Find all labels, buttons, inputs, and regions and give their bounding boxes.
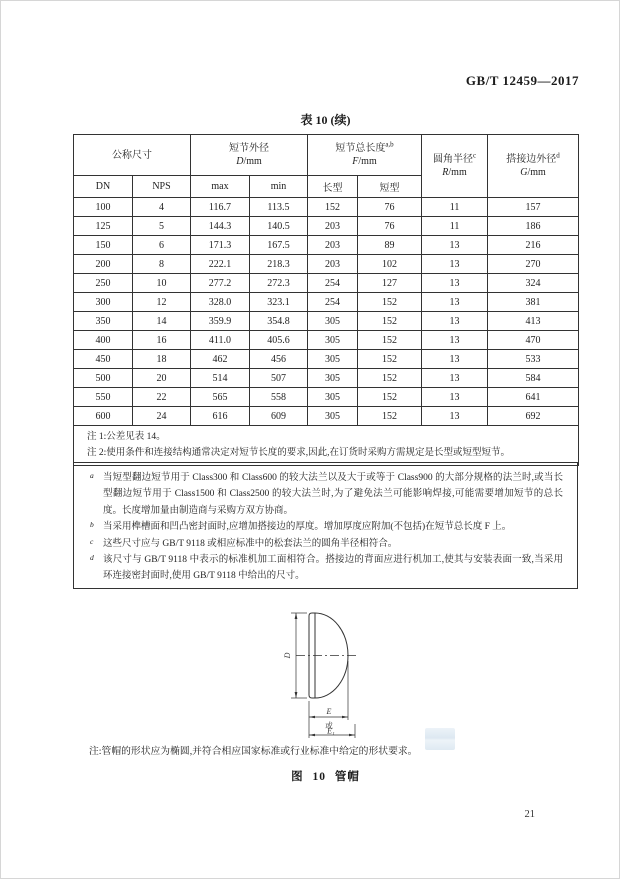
table-cell: 500 [74,369,133,388]
footnote-text: 该尺寸与 GB/T 9118 中表示的标准机加工面相符合。搭接边的背面应进行机加工,使其与安装表面一致,当采用环连接密封面时,使用 GB/T 9118 中给出的尺寸。 [103,555,563,582]
table-cell: 89 [358,236,422,255]
table-cell: 13 [422,407,488,426]
subheader-min: min [250,176,308,198]
header-len-symbol: F [352,156,359,167]
dim-label-or: 或 [325,721,333,730]
table-cell: 150 [74,236,133,255]
table-cell: 533 [488,350,579,369]
table-cell: 152 [358,293,422,312]
scan-artifact [425,728,455,750]
table-cell: 13 [422,388,488,407]
table-row [74,331,579,350]
table-cell: 13 [422,350,488,369]
table-cell: 12 [133,293,191,312]
subheader-long-type: 长型 [308,176,358,198]
table-row [74,236,579,255]
table-cell: 18 [133,350,191,369]
table-cell: 13 [422,369,488,388]
subheader-max: max [191,176,250,198]
table-row [74,217,579,236]
footnote-marker: a [90,471,94,480]
figure-note: 注:管帽的形状应为椭圆,并符合相应国家标准或行业标准中给定的形状要求。 [89,746,418,757]
standard-code: GB/T 12459—2017 [465,73,579,88]
table-cell: 76 [358,198,422,217]
header-radius-unit: /mm [448,167,467,178]
footnote-item [84,470,563,519]
table-cell: 200 [74,255,133,274]
table-cell: 272.3 [250,274,308,293]
table-notes-row [74,426,579,466]
table-cell: 152 [358,350,422,369]
table-row [74,388,579,407]
table-caption: 表 10 (续) [300,113,351,127]
table-row [74,255,579,274]
table-cell: 4 [133,198,191,217]
table-cell: 16 [133,331,191,350]
table-cell: 550 [74,388,133,407]
footnote-item [84,519,563,535]
table-cell: 450 [74,350,133,369]
table-cell: 354.8 [250,312,308,331]
header-outer-diameter [191,135,308,176]
table-cell: 381 [488,293,579,312]
header-radius-symbol: R [442,167,449,178]
table-cell: 100 [74,198,133,217]
table-cell: 584 [488,369,579,388]
table-cell: 203 [308,236,358,255]
header-radius-title: 圆角半径 [432,154,473,165]
pipe-cap-drawing [276,605,376,745]
table-cell: 218.3 [250,255,308,274]
table-cell: 616 [191,407,250,426]
table-cell: 186 [488,217,579,236]
table-cell: 152 [358,407,422,426]
header-len-footnote-ref: a,b [385,140,394,149]
table-cell: 514 [191,369,250,388]
table-notes-cell [74,426,579,466]
table-cell: 350 [74,312,133,331]
table-cell: 254 [308,293,358,312]
table-cell: 6 [133,236,191,255]
header-nominal-size [74,135,191,176]
dim-label-E: E [326,707,332,716]
table-cell: 152 [358,331,422,350]
header-od-title: 短节外径 [229,143,269,154]
table-cell: 216 [488,236,579,255]
table-cell: 600 [74,407,133,426]
footnote-text: 当采用榫槽面和凹凸密封面时,应增加搭接边的厚度。增加厚度应附加(不包括)在短节总长度 F 上。 [103,522,512,533]
table-row [74,274,579,293]
footnote-box [73,462,578,589]
table-row [74,369,579,388]
spec-table [73,134,579,466]
table-cell: 203 [308,217,358,236]
table-cell: 152 [358,312,422,331]
table-row [74,350,579,369]
table-cell: 13 [422,255,488,274]
table-cell: 102 [358,255,422,274]
table-cell: 127 [358,274,422,293]
header-lap-symbol: G [520,167,528,178]
table-cell: 11 [422,198,488,217]
figure-caption: 图 10 管帽 [291,771,360,783]
header-lap-title: 搭接边外径 [506,154,557,165]
table-cell: 167.5 [250,236,308,255]
table-row [74,293,579,312]
table-cell: 144.3 [191,217,250,236]
table-cell: 305 [308,350,358,369]
table-cell: 359.9 [191,312,250,331]
table-cell: 152 [358,388,422,407]
table-cell: 171.3 [191,236,250,255]
table-cell: 413 [488,312,579,331]
table-cell: 609 [250,407,308,426]
dim-label-D: D [283,652,292,659]
table-cell: 328.0 [191,293,250,312]
table-cell: 277.2 [191,274,250,293]
table-cell: 116.7 [191,198,250,217]
table-cell: 76 [358,217,422,236]
table-cell: 565 [191,388,250,407]
table-cell: 157 [488,198,579,217]
page-number: 21 [524,809,535,820]
table-cell: 400 [74,331,133,350]
table-cell: 13 [422,274,488,293]
table-cell: 305 [308,312,358,331]
table-row [74,407,579,426]
table-note-1: 注 1:公差见表 14。 [87,432,166,442]
dim-label-E1: E₁ [327,726,335,736]
header-len-unit: /mm [358,156,377,167]
table-row [74,312,579,331]
table-cell: 22 [133,388,191,407]
table-container [73,134,578,466]
table-cell: 456 [250,350,308,369]
table-cell: 462 [191,350,250,369]
table-cell: 305 [308,331,358,350]
table-cell: 323.1 [250,293,308,312]
table-cell: 5 [133,217,191,236]
header-nominal-size-label: 公称尺寸 [112,149,152,161]
footnote-item [84,552,563,585]
table-cell: 250 [74,274,133,293]
table-cell: 270 [488,255,579,274]
table-body [74,198,579,426]
table-note-2: 注 2:使用条件和连接结构通常决定对短节长度的要求,因此,在订货时采购方需规定是长型或短型短节。 [87,448,511,458]
header-len-title: 短节总长度 [335,143,386,154]
table-cell: 152 [308,198,358,217]
table-cell: 324 [488,274,579,293]
table-cell: 11 [422,217,488,236]
footnote-text: 这些尺寸应与 GB/T 9118 或相应标准中的松套法兰的圆角半径相符合。 [103,538,398,549]
table-cell: 558 [250,388,308,407]
header-lap-footnote-ref: d [556,151,560,160]
header-total-length [308,135,422,176]
table-cell: 13 [422,236,488,255]
table-cell: 20 [133,369,191,388]
header-corner-radius [422,135,488,198]
table-cell: 254 [308,274,358,293]
table-cell: 13 [422,293,488,312]
table-cell: 13 [422,331,488,350]
table-cell: 125 [74,217,133,236]
table-cell: 411.0 [191,331,250,350]
table-cell: 8 [133,255,191,274]
footnote-text: 当短型翻边短节用于 Class300 和 Class600 的较大法兰以及大于或等于 Class900 的大部分规格的法兰时,或当长型翻边短节用于 Class1500 和 Class2500 的较大法兰时,为了避免法兰可能影响焊接,可能需要增加短节的总长度。长度增加量由制造商与采购方双方协商。 [103,473,563,516]
header-radius-footnote-ref: c [472,151,477,160]
table-cell: 305 [308,369,358,388]
table-cell: 14 [133,312,191,331]
table-cell: 24 [133,407,191,426]
subheader-dn: DN [74,176,133,198]
table-cell: 405.6 [250,331,308,350]
footnote-marker: c [90,536,94,546]
table-row [74,198,579,217]
footnote-marker: b [90,520,94,530]
header-lap-od [488,135,579,198]
table-cell: 470 [488,331,579,350]
table-cell: 641 [488,388,579,407]
table-cell: 10 [133,274,191,293]
table-cell: 692 [488,407,579,426]
subheader-short-type: 短型 [358,176,422,198]
header-od-symbol: D [236,156,244,167]
footnote-item [84,536,563,552]
table-cell: 13 [422,312,488,331]
table-cell: 300 [74,293,133,312]
subheader-nps: NPS [133,176,191,198]
table-cell: 305 [308,407,358,426]
table-cell: 152 [358,369,422,388]
footnote-list [84,470,563,585]
table-cell: 203 [308,255,358,274]
footnote-marker: d [90,553,94,563]
table-cell: 113.5 [250,198,308,217]
table-cell: 222.1 [191,255,250,274]
header-lap-unit: /mm [527,167,546,178]
header-od-unit: /mm [243,156,262,167]
table-cell: 305 [308,388,358,407]
table-cell: 507 [250,369,308,388]
table-cell: 140.5 [250,217,308,236]
